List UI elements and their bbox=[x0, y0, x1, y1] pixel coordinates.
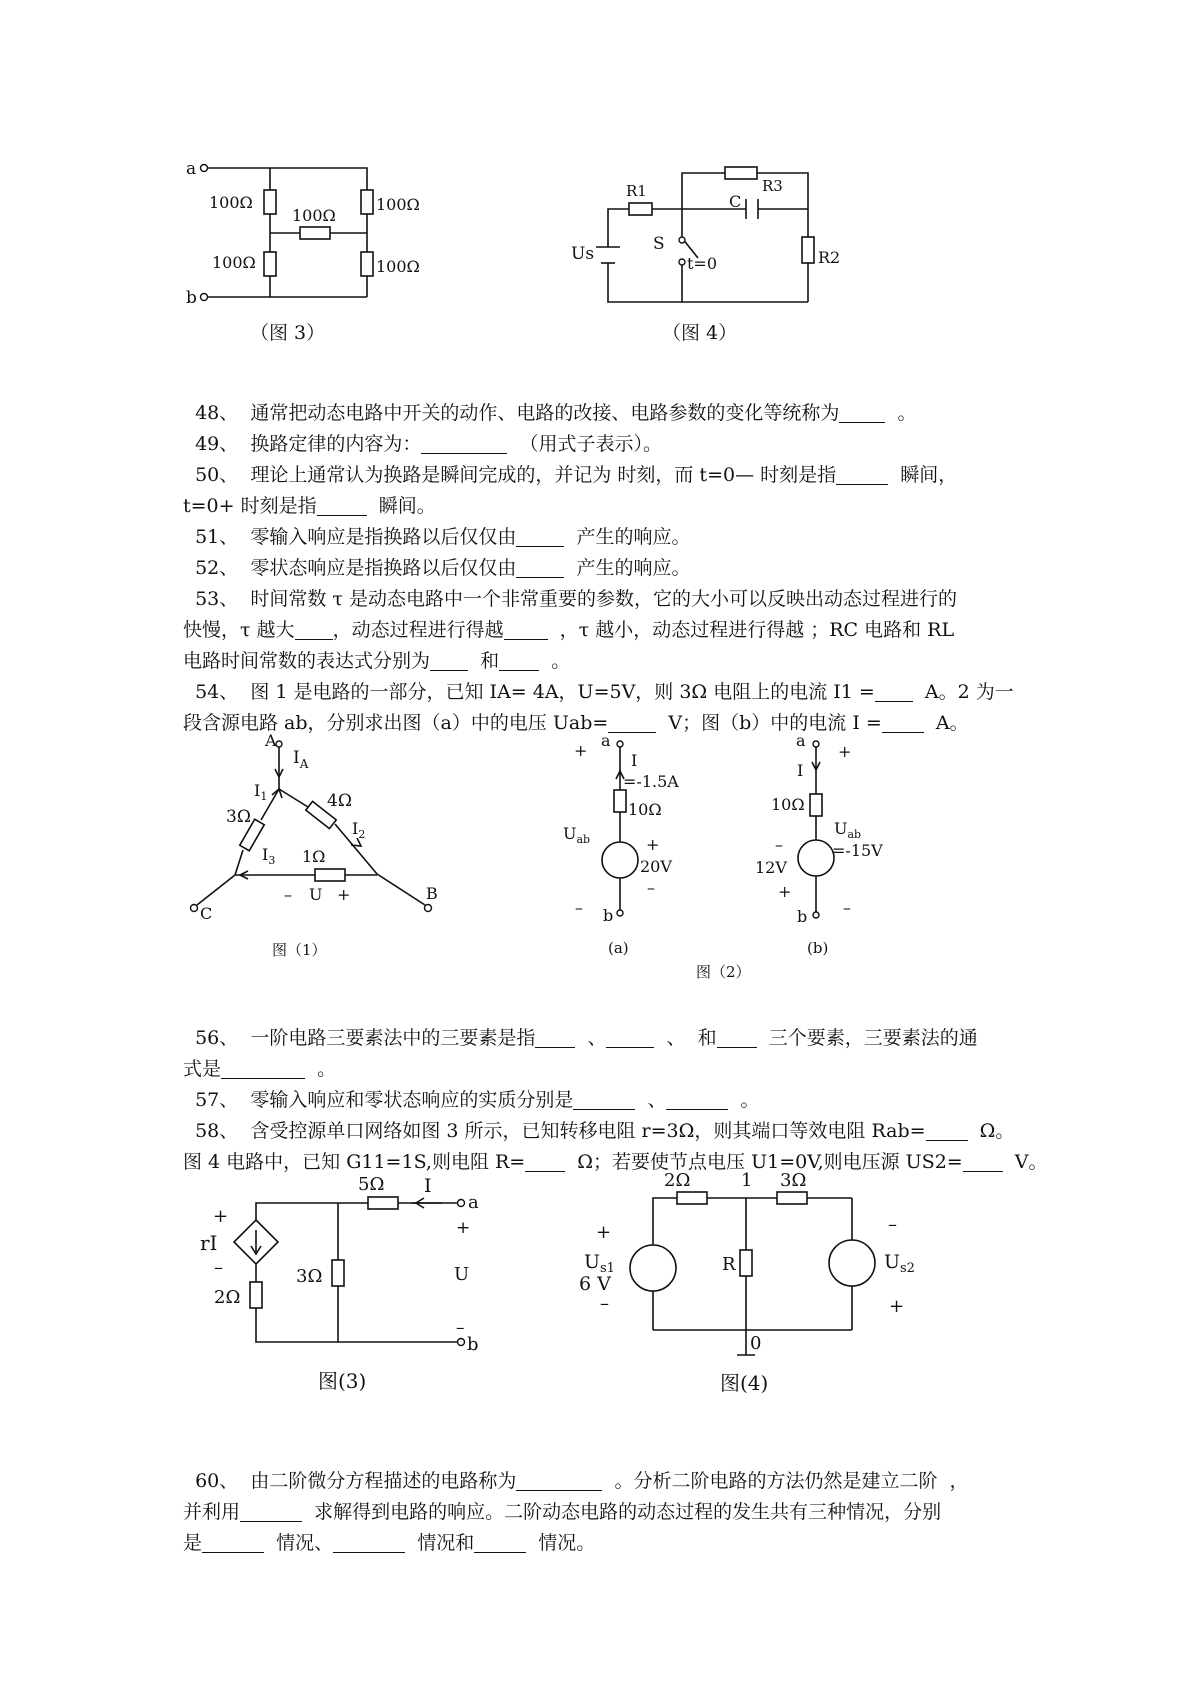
label-us2: $U_{s2}$ bbox=[884, 1251, 915, 1276]
label-i: I bbox=[424, 1175, 432, 1197]
caption: 图(4) bbox=[720, 1371, 769, 1395]
label-us1: $U_{s1}$ bbox=[584, 1251, 615, 1276]
label-node-1: 1 bbox=[741, 1170, 753, 1191]
label-r2: R2 bbox=[818, 248, 841, 267]
label-r: 100Ω bbox=[209, 193, 253, 212]
label-i-value: =-1.5A bbox=[623, 772, 679, 791]
label-us2-plus: + bbox=[889, 1296, 905, 1317]
label-r1: R1 bbox=[626, 182, 647, 200]
caption: 图（1） bbox=[272, 941, 327, 959]
label-s: S bbox=[653, 234, 665, 254]
label-us: Us bbox=[571, 244, 595, 264]
resistor bbox=[677, 1192, 707, 1204]
question-52: 52、 零状态响应是指换路以后仅仅由 产生的响应。 bbox=[195, 557, 691, 579]
label-1ohm: 1Ω bbox=[302, 847, 326, 866]
label-2ohm: 2Ω bbox=[664, 1170, 691, 1191]
label-u: U bbox=[309, 885, 323, 904]
label-a: a bbox=[796, 731, 806, 750]
label-minus: – bbox=[843, 898, 851, 917]
label-r3: R3 bbox=[762, 177, 783, 195]
caption: （图 4） bbox=[662, 322, 738, 344]
label-a: a bbox=[468, 1192, 479, 1213]
label-ri: rI bbox=[200, 1231, 218, 1255]
label-5ohm: 5Ω bbox=[358, 1174, 385, 1195]
label-src-plus: + bbox=[778, 882, 792, 901]
label-c: C bbox=[729, 192, 742, 211]
question-48: 48、 通常把动态电路中开关的动作、电路的改接、电路参数的变化等统称为 。 bbox=[195, 402, 917, 424]
label-plus: + bbox=[838, 742, 852, 761]
label-12v: 12V bbox=[755, 858, 787, 877]
label-b: b bbox=[467, 1334, 479, 1355]
label-6v: 6 V bbox=[579, 1273, 611, 1295]
question-56: 56、 一阶电路三要素法中的三要素是指 、 、 和 三个要素，三要素法的通 式是 。 bbox=[183, 1027, 978, 1080]
label-IA: $I_A$ bbox=[293, 748, 309, 771]
label-u-plus: + bbox=[337, 885, 351, 904]
label-plus: + bbox=[596, 1222, 612, 1243]
label-r: 100Ω bbox=[376, 257, 420, 276]
label-B: B bbox=[426, 884, 438, 903]
label-i: I bbox=[797, 761, 804, 780]
label-u: U bbox=[454, 1264, 470, 1285]
label-uab: $U_{ab}$ bbox=[563, 824, 591, 846]
label-r: 100Ω bbox=[292, 206, 336, 225]
label-10ohm: 10Ω bbox=[771, 795, 805, 814]
label-minus: – bbox=[600, 1293, 609, 1314]
caption: （图 3） bbox=[250, 322, 326, 344]
label-C: C bbox=[200, 904, 213, 923]
caption-fig2: 图（2） bbox=[696, 963, 751, 981]
question-57: 57、 零输入响应和零状态响应的实质分别是 、 。 bbox=[195, 1089, 760, 1111]
label-r: R bbox=[722, 1254, 736, 1275]
question-58: 58、 含受控源单口网络如图 3 所示，已知转移电阻 r=3Ω，则其端口等效电阻 Rab= Ω。 图 4 电路中，已知 G11=1S,则电阻 R= Ω；若要使节点电压 U1=0V,则电压源 US2= V。 bbox=[183, 1120, 1048, 1173]
voltage-source-us1 bbox=[630, 1245, 676, 1291]
label-minus: – bbox=[214, 1257, 223, 1278]
label-a: a bbox=[186, 159, 197, 179]
label-I3: $I_3$ bbox=[262, 845, 276, 867]
caption: 图(3) bbox=[318, 1369, 367, 1393]
answer-blank[interactable] bbox=[516, 1470, 602, 1491]
question-50: 50、 理论上通常认为换路是瞬间完成的，并记为 时刻，而 t=0— 时刻是指 瞬间， t=0+ 时刻是指 瞬间。 bbox=[183, 464, 958, 517]
label-r: 100Ω bbox=[212, 253, 256, 272]
label-4ohm: 4Ω bbox=[327, 791, 352, 811]
label-2ohm: 2Ω bbox=[214, 1287, 241, 1308]
label-I2: $I_2$ bbox=[352, 819, 366, 841]
label-port-minus: – bbox=[456, 1318, 465, 1338]
resistor bbox=[777, 1192, 807, 1204]
question-51: 51、 零输入响应是指换路以后仅仅由 产生的响应。 bbox=[195, 526, 691, 548]
caption-a: (a) bbox=[608, 939, 629, 957]
label-20v: 20V bbox=[640, 857, 672, 876]
label-plus: + bbox=[213, 1206, 229, 1227]
label-b: b bbox=[186, 288, 197, 308]
question-49: 49、 换路定律的内容为： （用式子表示）。 bbox=[195, 433, 662, 455]
answer-blank[interactable] bbox=[474, 1532, 526, 1553]
label-3ohm: 3Ω bbox=[226, 807, 251, 827]
label-I1: $I_1$ bbox=[254, 781, 268, 803]
label-us2-minus: – bbox=[888, 1214, 897, 1235]
label-b: b bbox=[797, 907, 808, 926]
label-uab-value: =-15V bbox=[832, 841, 883, 860]
label-b: b bbox=[603, 906, 614, 925]
question-60: 60、 由二阶微分方程描述的电路称为 。分析二阶电路的方法仍然是建立二阶 ， 并利用 求解得到电路的响应。二阶动态电路的动态过程的发生共有三种情况，分别 是 情况、 情况和 情况。 bbox=[183, 1470, 969, 1554]
answer-blank[interactable] bbox=[333, 1532, 405, 1553]
resistor bbox=[740, 1250, 752, 1276]
label-a: a bbox=[601, 731, 611, 750]
label-src-minus: – bbox=[647, 878, 655, 897]
label-A: A bbox=[265, 731, 277, 750]
label-src-plus: + bbox=[646, 835, 660, 854]
label-10ohm: 10Ω bbox=[628, 800, 662, 819]
label-u-minus: – bbox=[284, 885, 292, 904]
question-54: 54、 图 1 是电路的一部分，已知 IA= 4A，U=5V，则 3Ω 电阻上的电流 I1 = A。2 为一 段含源电路 ab，分别求出图（a）中的电压 Uab= V；图（b）中的电流 I = A。 bbox=[183, 681, 1014, 734]
label-3ohm: 3Ω bbox=[296, 1266, 323, 1287]
answer-blank[interactable] bbox=[240, 1501, 302, 1522]
question-53: 53、 时间常数 τ 是动态电路中一个非常重要的参数，它的大小可以反映出动态过程进行的 快慢，τ 越大 ，动态过程进行得越 ，τ 越小，动态过程进行得越 ；RC 电路和 RL 电路时间常数的表达式分别为 和 。 bbox=[183, 588, 957, 672]
label-i: I bbox=[631, 751, 638, 770]
label-uab: $U_{ab}$ bbox=[834, 819, 862, 841]
caption-b: (b) bbox=[807, 939, 829, 957]
label-plus: + bbox=[574, 741, 588, 760]
label-t0: t=0 bbox=[687, 254, 718, 273]
label-src-minus: – bbox=[775, 835, 783, 854]
label-3ohm: 3Ω bbox=[780, 1170, 807, 1191]
label-port-plus: + bbox=[456, 1218, 471, 1238]
label-r: 100Ω bbox=[376, 195, 420, 214]
label-minus: – bbox=[575, 898, 583, 917]
answer-blank[interactable] bbox=[202, 1532, 264, 1553]
label-node-0: 0 bbox=[750, 1333, 762, 1354]
voltage-source-us2 bbox=[829, 1240, 875, 1286]
